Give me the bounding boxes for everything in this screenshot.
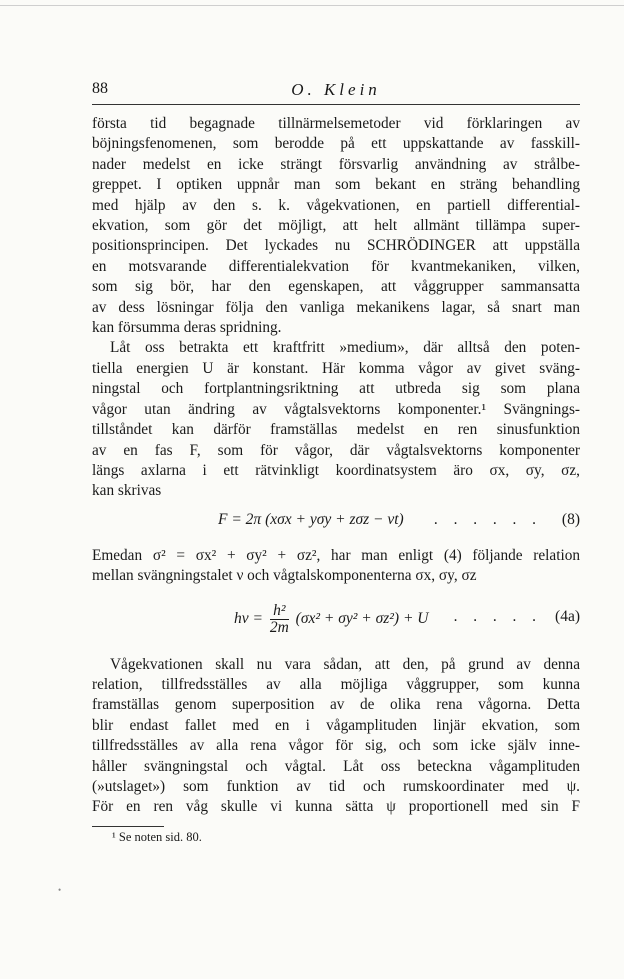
running-head: O. Klein xyxy=(291,80,381,99)
equation-4a-leader-dots: . . . . . xyxy=(453,607,542,625)
equation-4a-lhs: hν = xyxy=(234,609,263,627)
fraction-denominator: 2m xyxy=(269,618,289,636)
equation-4a-body xyxy=(234,603,428,636)
text-line: ningstal och fortplantningsriktning att utbreda sig som plana xyxy=(92,380,580,398)
text-line: första tid begagnade tillnärmelsemetoder vid förklaringen av xyxy=(92,115,580,132)
text-line: av dess lösningar följa den vanliga mekanikens lagar, så snart man xyxy=(92,298,580,316)
text-line: vågor utan ändring av vågtalsvektorns komponenter.¹ Svängnings- xyxy=(92,400,580,418)
text-line: kan skrivas xyxy=(92,482,162,500)
equation-4a-rhs: (σx² + σy² + σz²) + U xyxy=(295,609,429,627)
text-line: ekvation, som gör det möjligt, att helt allmänt tillämpa super- xyxy=(92,217,580,235)
text-line: med hjälp av den s. k. vågekvationen, en partiell differential- xyxy=(92,196,580,214)
fraction-numerator: h² xyxy=(270,603,289,620)
equation-4a-number: (4a) xyxy=(555,607,580,625)
top-scan-rule xyxy=(0,5,624,6)
page-number: 88 xyxy=(92,80,108,97)
text-line: kan försumma deras spridning. xyxy=(92,319,282,337)
equation-8 xyxy=(92,506,580,540)
text-line: Vågekvationen skall nu vara sådan, att den, på grund av denna xyxy=(110,655,580,673)
page-header xyxy=(92,80,580,105)
text-line: framställas genom superposition av de olika rena vågorna. Detta xyxy=(92,696,580,714)
text-line: längs axlarna i ett rätvinkligt koordinatsystem äro σx, σy, σz, xyxy=(92,461,580,479)
footnote: ¹ Se noten sid. 80. xyxy=(112,830,202,844)
text-line: Emedan σ² = σx² + σy² + σz², har man enligt (4) följande relation xyxy=(92,546,580,564)
text-line: nader medelst en icke strängt försvarlig användning av strålbe- xyxy=(92,155,580,173)
paragraph-2 xyxy=(92,338,580,501)
equation-8-number: (8) xyxy=(561,510,580,528)
paragraph-4 xyxy=(92,655,580,818)
scan-speck: • xyxy=(58,885,62,895)
text-line: greppet. I optiken uppnår man som bekant en sträng behandling xyxy=(92,176,580,194)
text-line: tillfredsställes av alla rena vågor för sig, och som icke själv inne- xyxy=(92,737,580,755)
text-line: Låt oss betrakta ett kraftfritt »medium», där alltså den poten- xyxy=(110,339,580,357)
text-line: mellan svängningstalet ν och vågtalskomponenterna σx, σy, σz xyxy=(92,567,477,585)
text-line: relation, tillfredsställes av alla möjliga våggrupper, som kunna xyxy=(92,675,580,693)
equation-8-leader-dots: . . . . . . xyxy=(433,510,542,528)
text-line: håller svängningstal och vågtal. Låt oss beteckna vågamplituden xyxy=(92,757,580,775)
text-line: (»utslaget») som funktion av tid och rumskoordinater med ψ. xyxy=(92,777,580,795)
text-line: positionsprincipen. Det lyckades nu SCHRÖDINGER att uppställa xyxy=(92,237,580,255)
equation-4a xyxy=(92,591,580,641)
equation-4a-fraction xyxy=(270,603,289,636)
text-line: som sig bör, har den egenskapen, att våggrupper sammansatta xyxy=(92,278,580,296)
text-line: tillståndet kan därför framställas medelst en ren sinusfunktion xyxy=(92,421,580,439)
footnote-rule xyxy=(92,826,164,827)
text-line: böjningsfenomenen, som berodde på ett uppskattande av fasskill- xyxy=(92,135,580,153)
equation-8-body: F = 2π (xσx + yσy + zσz − νt) xyxy=(218,510,404,528)
paragraph-3 xyxy=(92,546,580,587)
text-line: För en ren våg skulle vi kunna sätta ψ proportionell med sin F xyxy=(92,798,580,816)
text-line: blir endast fallet med en i vågamplituden linjär ekvation, som xyxy=(92,716,580,734)
body-text xyxy=(92,114,580,818)
text-line: tiella energien U är konstant. Här komma vågor av givet sväng- xyxy=(92,359,580,377)
text-line: av en fas F, som för vågor, där vågtalsvektorns komponenter xyxy=(92,441,580,459)
paragraph-1 xyxy=(92,114,580,338)
text-line: en motsvarande differentialekvation för kvantmekaniken, vilken, xyxy=(92,257,580,275)
